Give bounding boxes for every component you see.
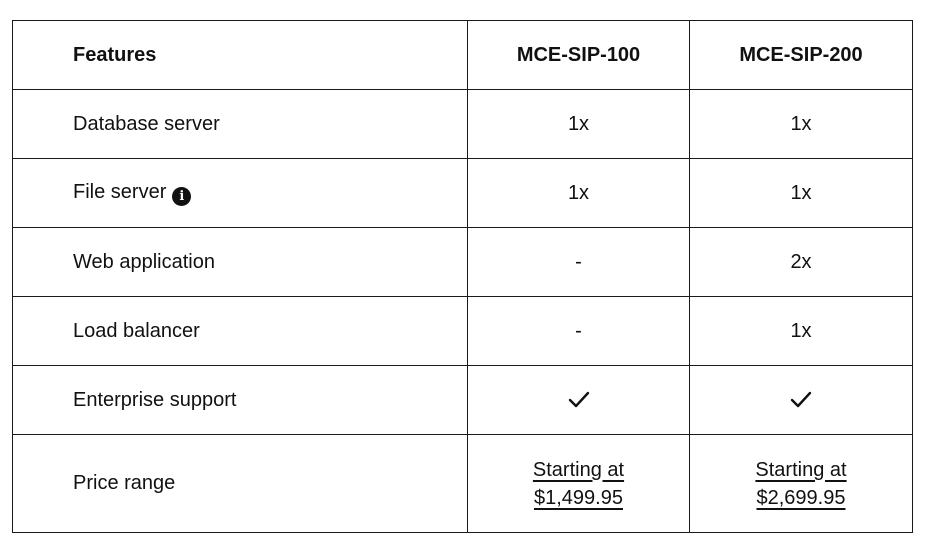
plan-column-header-1: MCE-SIP-100 <box>468 21 690 90</box>
price-cell <box>468 435 690 533</box>
plan-value: - <box>468 297 690 366</box>
table-row <box>13 366 913 435</box>
info-icon[interactable]: i <box>172 187 191 206</box>
table-row <box>13 297 913 366</box>
feature-label: Web application <box>13 228 468 297</box>
price-link-plan-1[interactable] <box>533 456 624 512</box>
price-link-line: Starting at <box>755 458 847 481</box>
features-column-header: Features <box>13 21 468 90</box>
table-row <box>13 90 913 159</box>
comparison-table-container <box>12 20 912 533</box>
feature-label: Load balancer <box>13 297 468 366</box>
feature-cell <box>13 159 468 228</box>
plan-value: 2x <box>690 228 913 297</box>
plan-value: 1x <box>690 90 913 159</box>
feature-label: File server <box>73 180 167 203</box>
plan-value: 1x <box>468 90 690 159</box>
price-link-plan-2[interactable] <box>755 456 846 512</box>
price-link-amount: $1,499.95 <box>534 486 623 509</box>
plan-value: 1x <box>690 297 913 366</box>
plan-column-header-2: MCE-SIP-200 <box>690 21 913 90</box>
check-icon <box>790 391 812 409</box>
plan-value: 1x <box>468 159 690 228</box>
plan-value-cell <box>468 366 690 435</box>
feature-label: Database server <box>13 90 468 159</box>
plan-value-cell <box>690 366 913 435</box>
table-row <box>13 228 913 297</box>
table-row <box>13 159 913 228</box>
plan-value: - <box>468 228 690 297</box>
price-link-line: Starting at <box>532 458 625 481</box>
plan-value: 1x <box>690 159 913 228</box>
check-icon <box>568 391 590 409</box>
feature-label: Price range <box>13 435 468 533</box>
plan-comparison-table <box>12 20 913 533</box>
price-link-amount: $2,699.95 <box>756 486 846 509</box>
price-cell <box>690 435 913 533</box>
feature-label: Enterprise support <box>13 366 468 435</box>
table-header-row <box>13 21 913 90</box>
table-row <box>13 435 913 533</box>
